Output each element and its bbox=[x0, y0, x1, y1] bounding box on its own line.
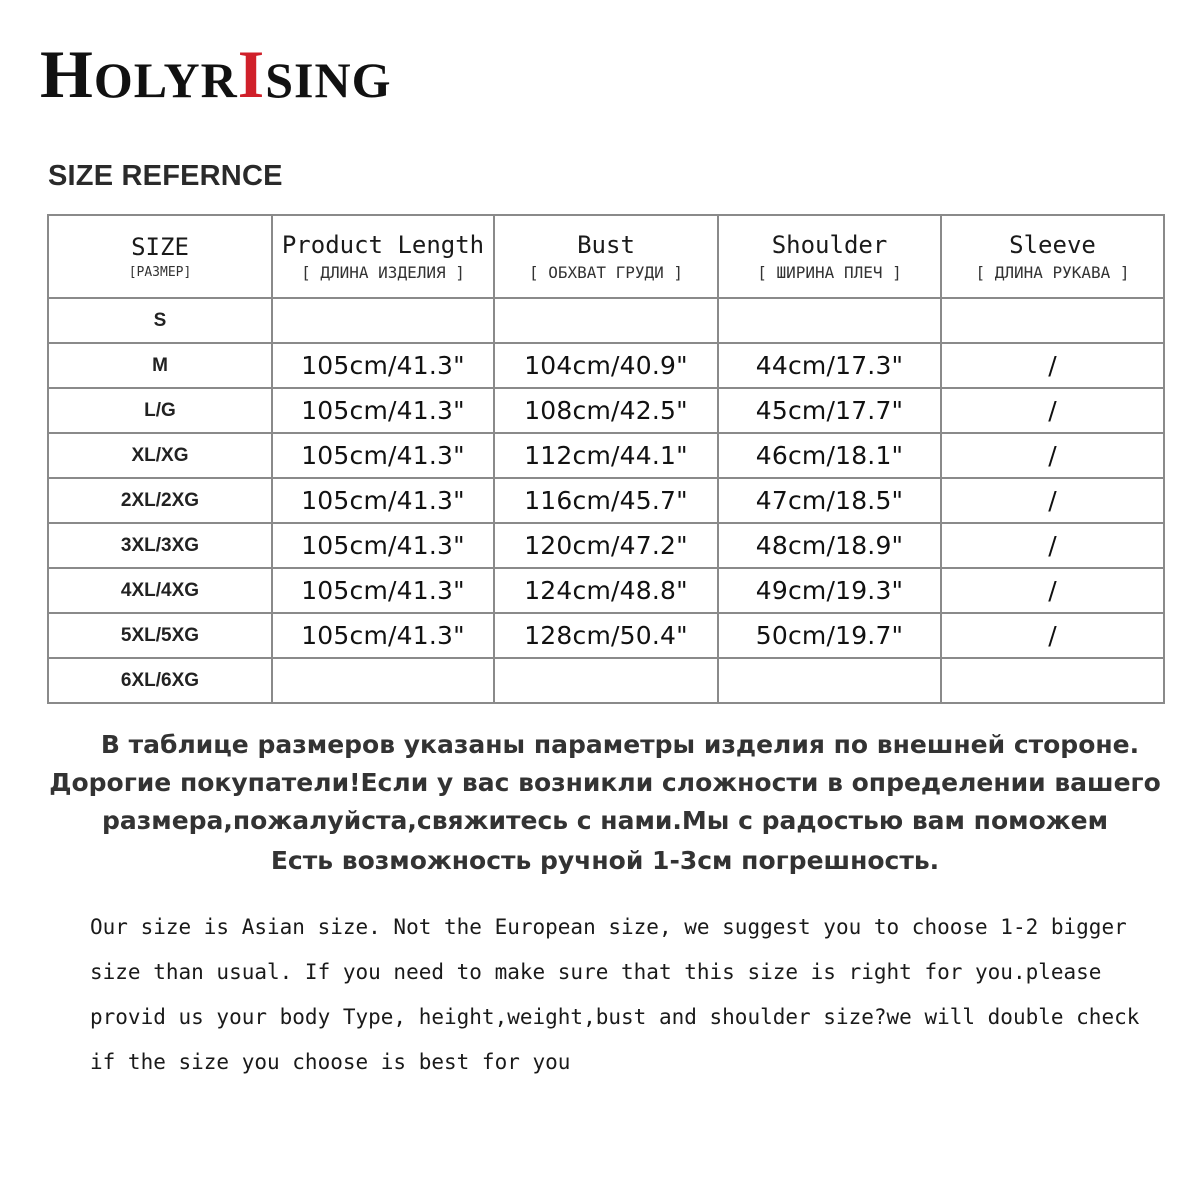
sleeve-cell: / bbox=[941, 343, 1164, 388]
shoulder-cell: 44cm/17.3" bbox=[718, 343, 941, 388]
length-cell: 105cm/41.3" bbox=[272, 433, 494, 478]
size-cell: 2XL/2XG bbox=[48, 478, 272, 523]
bust-cell: 124cm/48.8" bbox=[494, 568, 718, 613]
table-row bbox=[48, 343, 1164, 388]
shoulder-cell: 47cm/18.5" bbox=[718, 478, 941, 523]
english-note-line: Our size is Asian size. Not the European size, we suggest you to choose 1-2 bigger bbox=[90, 915, 1127, 939]
shoulder-cell bbox=[718, 658, 941, 703]
logo-letters-sing: SING bbox=[265, 52, 392, 108]
bust-cell: 120cm/47.2" bbox=[494, 523, 718, 568]
length-cell: 105cm/41.3" bbox=[272, 388, 494, 433]
table-row bbox=[48, 523, 1164, 568]
length-cell bbox=[272, 298, 494, 343]
length-cell: 105cm/41.3" bbox=[272, 613, 494, 658]
table-row bbox=[48, 433, 1164, 478]
bust-cell: 104cm/40.9" bbox=[494, 343, 718, 388]
shoulder-cell: 48cm/18.9" bbox=[718, 523, 941, 568]
russian-note-line: В таблице размеров указаны параметры изделия по внешней стороне. bbox=[100, 730, 1140, 759]
english-size-note bbox=[90, 905, 1180, 1085]
shoulder-cell: 50cm/19.7" bbox=[718, 613, 941, 658]
header-product-length bbox=[272, 215, 494, 298]
header-shoulder-label: Shoulder bbox=[771, 231, 888, 260]
shoulder-cell: 49cm/19.3" bbox=[718, 568, 941, 613]
header-product-length-label: Product Length bbox=[281, 231, 485, 260]
length-cell: 105cm/41.3" bbox=[272, 568, 494, 613]
size-reference-title: SIZE REFERNCE bbox=[48, 160, 283, 192]
header-size-sub: [РАЗМЕР] bbox=[128, 264, 192, 280]
english-note-line: if the size you choose is best for you bbox=[90, 1050, 571, 1074]
size-cell: XL/XG bbox=[48, 433, 272, 478]
sleeve-cell: / bbox=[941, 568, 1164, 613]
shoulder-cell bbox=[718, 298, 941, 343]
header-bust-label: Bust bbox=[577, 231, 635, 260]
sleeve-cell: / bbox=[941, 613, 1164, 658]
russian-note-line: размера,пожалуйста,свяжитесь с нами.Мы с радостью вам поможем bbox=[101, 806, 1109, 835]
table-row bbox=[48, 478, 1164, 523]
size-cell: L/G bbox=[48, 388, 272, 433]
table-row bbox=[48, 613, 1164, 658]
table-row bbox=[48, 658, 1164, 703]
english-note-line: provid us your body Type, height,weight,bust and shoulder size?we will double check bbox=[90, 1005, 1140, 1029]
length-cell: 105cm/41.3" bbox=[272, 523, 494, 568]
header-bust bbox=[494, 215, 718, 298]
russian-note-line: Дорогие покупатели!Если у вас возникли сложности в определении вашего bbox=[49, 768, 1161, 797]
header-bust-sub: [ ОБХВАТ ГРУДИ ] bbox=[528, 262, 684, 282]
header-product-length-sub: [ ДЛИНА ИЗДЕЛИЯ ] bbox=[301, 262, 465, 282]
size-cell: 5XL/5XG bbox=[48, 613, 272, 658]
header-size-label: SIZE bbox=[131, 233, 189, 262]
sleeve-cell bbox=[941, 298, 1164, 343]
russian-note-line: Есть возможность ручной 1-3см погрешность. bbox=[270, 846, 940, 875]
logo-letters-olyr: OLYR bbox=[93, 52, 238, 108]
bust-cell bbox=[494, 658, 718, 703]
bust-cell bbox=[494, 298, 718, 343]
length-cell bbox=[272, 658, 494, 703]
sleeve-cell bbox=[941, 658, 1164, 703]
length-cell: 105cm/41.3" bbox=[272, 478, 494, 523]
size-chart-table bbox=[47, 214, 1165, 704]
header-shoulder-sub: [ ШИРИНА ПЛЕЧ ] bbox=[757, 262, 902, 282]
size-cell: M bbox=[48, 343, 272, 388]
header-shoulder bbox=[718, 215, 941, 298]
sleeve-cell: / bbox=[941, 388, 1164, 433]
bust-cell: 128cm/50.4" bbox=[494, 613, 718, 658]
size-cell: 3XL/3XG bbox=[48, 523, 272, 568]
table-header-row bbox=[48, 215, 1164, 298]
logo-letter-i: I bbox=[237, 36, 266, 112]
table-row bbox=[48, 298, 1164, 343]
header-sleeve-sub: [ ДЛИНА РУКАВА ] bbox=[975, 262, 1130, 282]
logo-letter-h: H bbox=[40, 36, 94, 112]
length-cell: 105cm/41.3" bbox=[272, 343, 494, 388]
russian-size-note bbox=[40, 726, 1170, 880]
sleeve-cell: / bbox=[941, 433, 1164, 478]
bust-cell: 108cm/42.5" bbox=[494, 388, 718, 433]
size-cell: 4XL/4XG bbox=[48, 568, 272, 613]
english-note-line: size than usual. If you need to make sure that this size is right for you.please bbox=[90, 960, 1102, 984]
header-sleeve bbox=[941, 215, 1164, 298]
sleeve-cell: / bbox=[941, 523, 1164, 568]
table-row bbox=[48, 388, 1164, 433]
size-cell: 6XL/6XG bbox=[48, 658, 272, 703]
bust-cell: 116cm/45.7" bbox=[494, 478, 718, 523]
header-size bbox=[48, 215, 272, 298]
bust-cell: 112cm/44.1" bbox=[494, 433, 718, 478]
shoulder-cell: 45cm/17.7" bbox=[718, 388, 941, 433]
header-sleeve-label: Sleeve bbox=[1009, 231, 1096, 260]
table-row bbox=[48, 568, 1164, 613]
brand-logo bbox=[40, 36, 392, 112]
size-cell: S bbox=[48, 298, 272, 343]
shoulder-cell: 46cm/18.1" bbox=[718, 433, 941, 478]
sleeve-cell: / bbox=[941, 478, 1164, 523]
